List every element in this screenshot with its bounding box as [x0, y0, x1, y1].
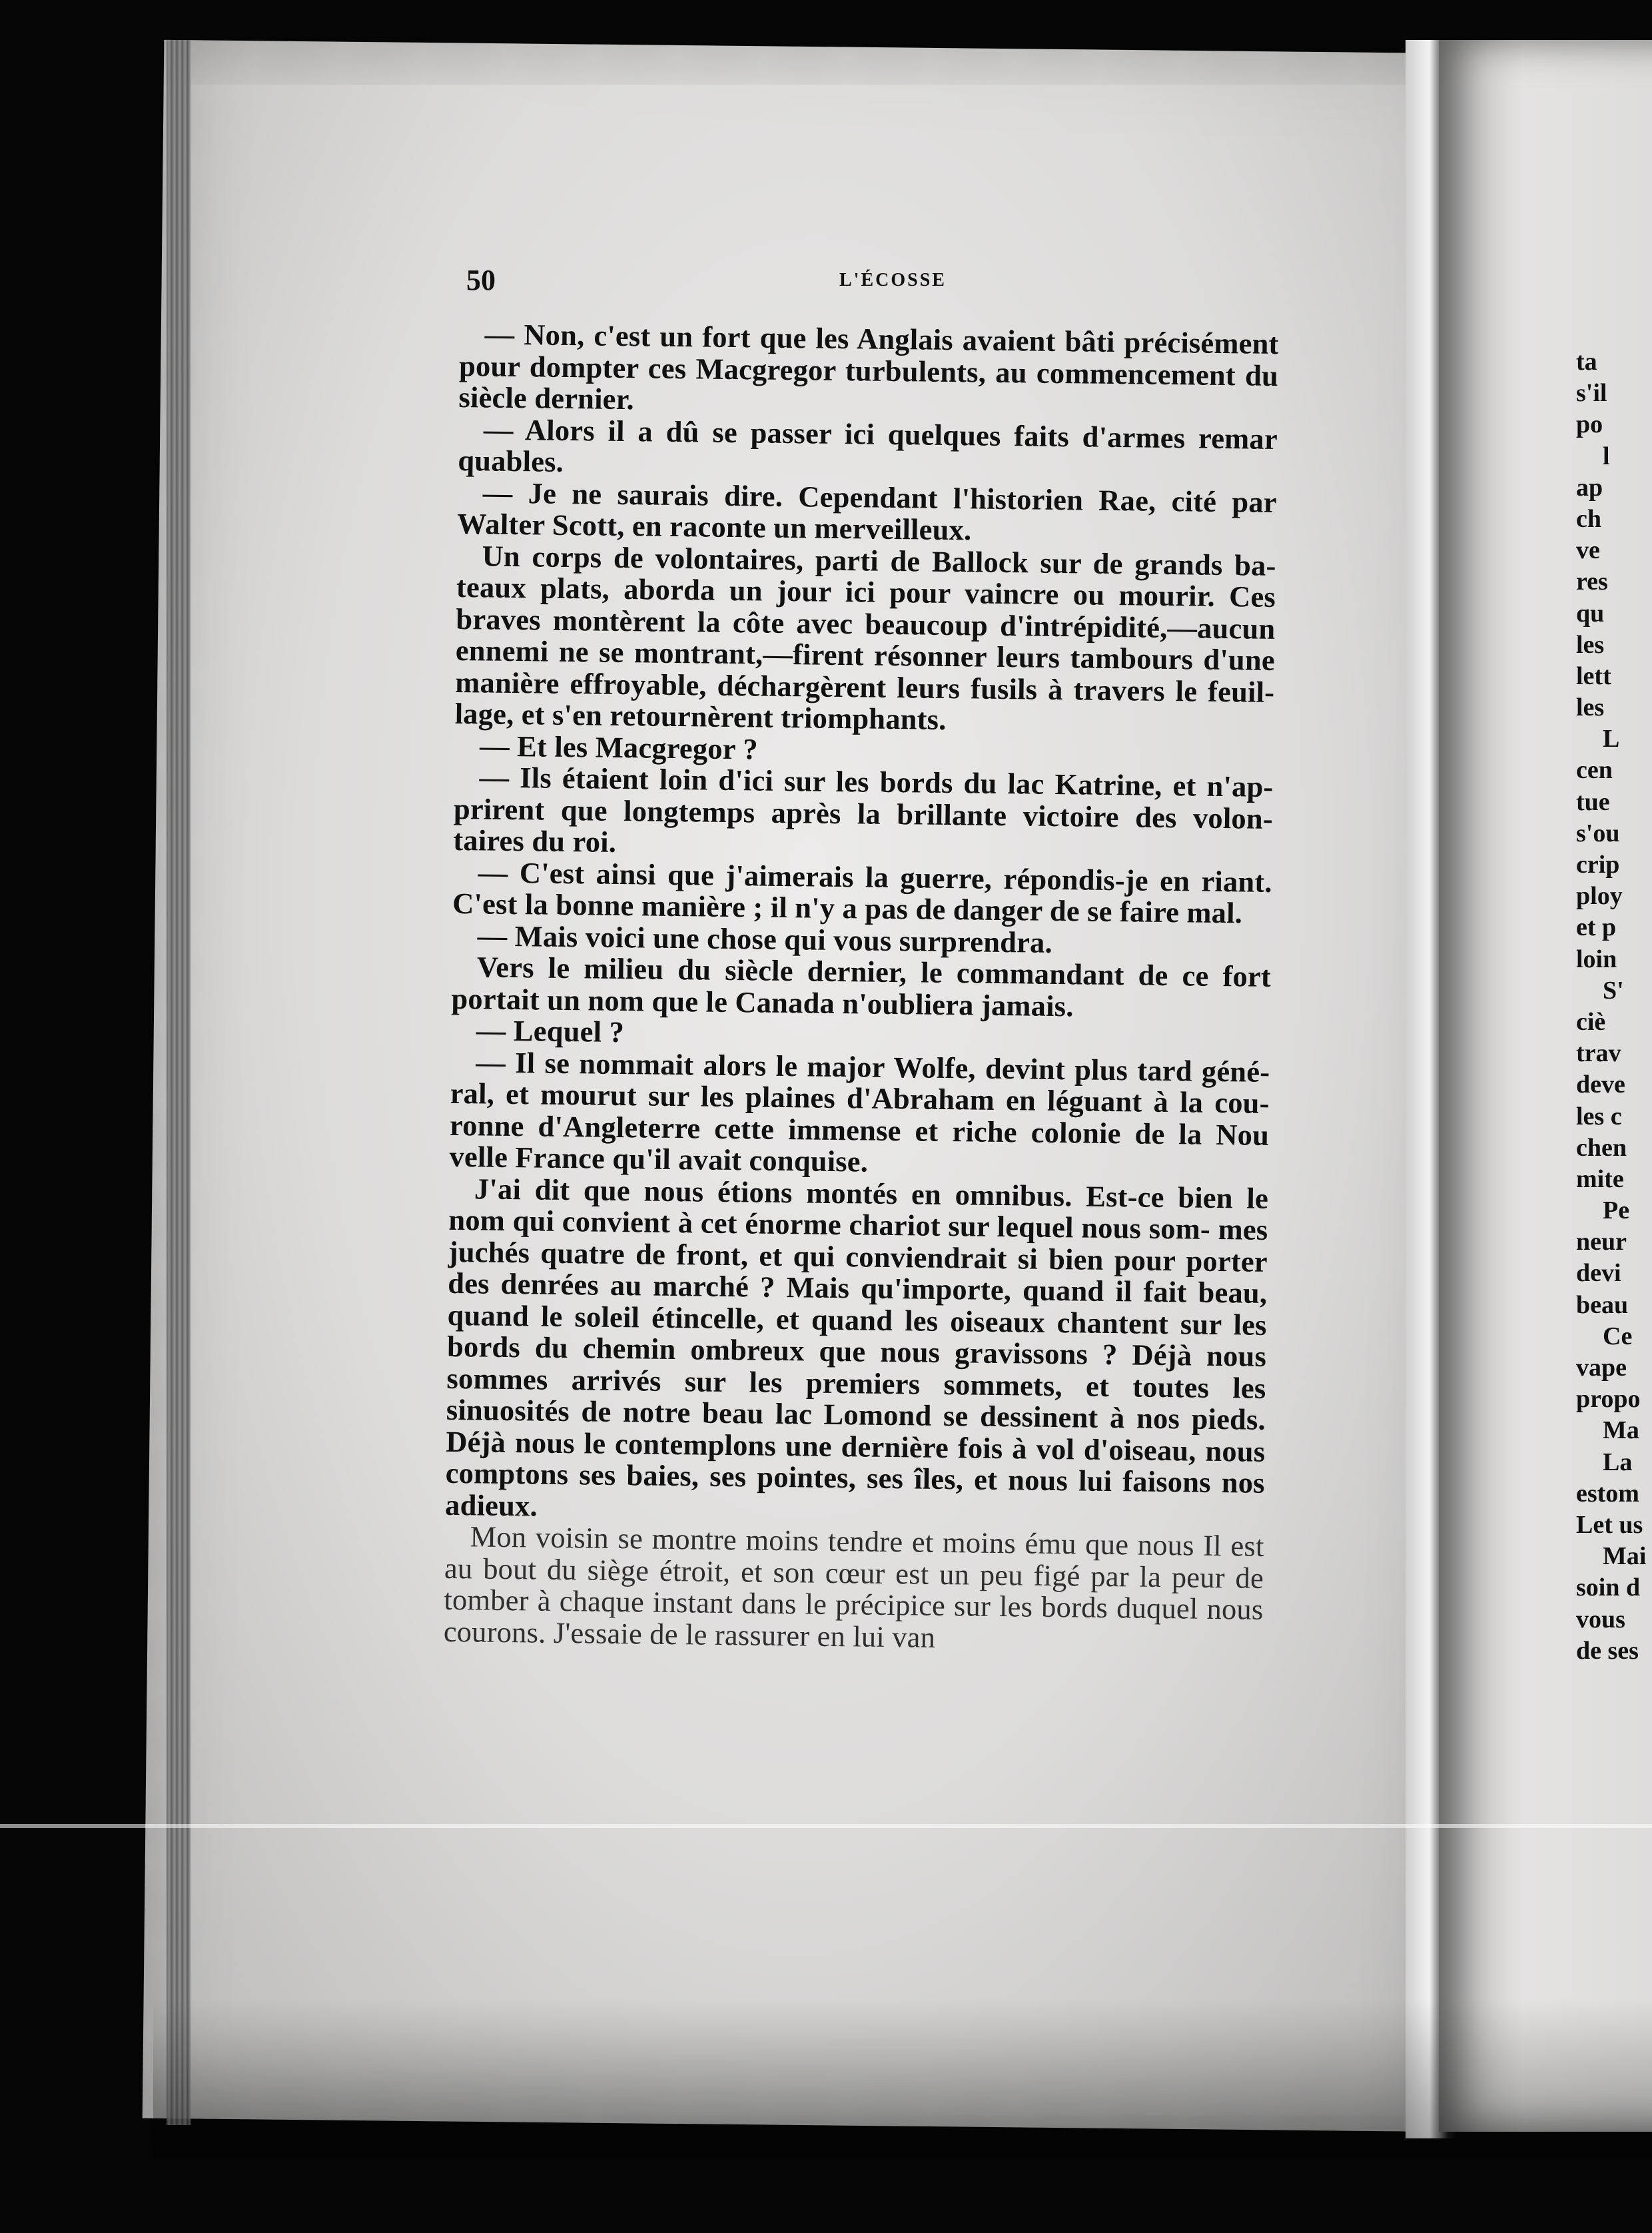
paragraph: Un corps de volontaires, parti de Ballock sur de grands ba- teaux plats, aborda un jour ici pour vaincre ou mourir. Ces braves montèrent la côte avec beaucoup d'intrépidité,—aucun ennemi ne se montrant,—firent résonner leurs tambours d'une manière effroyable, déchargèrent leurs fusils à travers le feuil- lage, et s'en retournèrent triomphants. — [454, 538, 1276, 736]
fragment-line: beau — [1576, 1290, 1629, 1319]
paragraph: — Je ne saurais dire. Cependant l'historien Rae, cité par Walter Scott, en raconte un merveilleux. — [456, 475, 1278, 547]
running-title: L'ÉCOSSE — [839, 270, 947, 290]
paragraph: — C'est ainsi que j'aimerais la guerre, répondis-je en riant. C'est la bonne manière ; il n'y a pas de danger de se faire mal. — [452, 855, 1273, 930]
fragment-line: l — [1603, 442, 1610, 470]
fragment-line: L — [1603, 725, 1620, 753]
fragment-line: po — [1576, 410, 1603, 439]
fragment-line: soin d — [1576, 1573, 1641, 1602]
fragment-line: de ses — [1576, 1636, 1639, 1665]
page-header — [466, 263, 1332, 303]
fragment-line: ve — [1576, 536, 1600, 565]
paragraph: — Alors il a dû se passer ici quelques faits d'armes remar quables. — [458, 412, 1278, 478]
fragment-line: La — [1603, 1448, 1633, 1476]
page-edge-strip — [167, 40, 191, 2125]
fragment-line: Mai — [1603, 1542, 1647, 1571]
paragraph: — Mais voici une chose qui vous surprendra. — [477, 918, 1053, 959]
fragment-line: devi — [1576, 1259, 1621, 1288]
fragment-line: S' — [1603, 976, 1624, 1005]
fragment-line: Ma — [1603, 1416, 1639, 1445]
paragraph: Vers le milieu du siècle dernier, le commandant de ce fort portait un nom que le Canada n'oubliera jamais. — [451, 950, 1272, 1023]
fragment-line: ap — [1576, 473, 1603, 502]
paragraph: — Il se nommait alors le major Wolfe, devint plus tard géné- ral, et mourut sur les plaines d'Abraham en léguant à la cou- ronne d'Angleterre cette immense et riche colonie de la Nou velle France qu'il avait conquise. — [449, 1045, 1270, 1178]
fragment-line: qu — [1576, 599, 1605, 628]
fragment-line: tue — [1576, 787, 1610, 816]
fragment-line: estom — [1576, 1479, 1639, 1508]
page-bottom-shadow — [153, 1999, 1652, 2158]
fragment-line: Let us — [1576, 1510, 1643, 1539]
fragment-line: vape — [1576, 1354, 1627, 1382]
fragment-line: ch — [1576, 504, 1601, 533]
scan-artifact-line — [0, 1824, 1652, 1828]
page-number: 50 — [466, 264, 496, 296]
paragraph: J'ai dit que nous étions montés en omnibus. Est-ce bien le nom qui convient à cet énorme chariot sur lequel nous som- mes juchés quatre de front, et qui conviendrait si bien pour porter des denrées au marché ? Mais qu'importe, quand il fait beau, quand le soleil étincelle, et quand les oiseaux chantent sur les bords du chemin ombreux que nous gravissons ? Déjà nous sommes arrivés sur les premiers sommets, et toutes les sinuosités de notre beau lac Lomond se dessinent à nos pieds. Déjà nous le contemplons une dernière fois à vol d'oiseau, nous comptons ses baies, ses pointes, ses îles, et nous lui faisons nos adieux. — [444, 1171, 1269, 1523]
fragment-line: trav — [1576, 1039, 1621, 1068]
fragment-line: mite — [1576, 1164, 1624, 1193]
fragment-line: vous — [1576, 1605, 1625, 1633]
fragment-line: crip — [1576, 851, 1620, 879]
paragraph: — Et les Macgregor ? — [479, 728, 759, 766]
paragraph: — Ils étaient loin d'ici sur les bords du lac Katrine, et n'ap- prirent que longtemps après la brillante victoire des volon- taires du roi. — [453, 760, 1274, 859]
fragment-line: propo — [1576, 1385, 1641, 1414]
fragment-line: loin — [1576, 945, 1617, 973]
fragment-line: lett — [1576, 662, 1611, 690]
fragment-line: ploy — [1576, 882, 1623, 911]
fragment-line: les c — [1576, 1102, 1622, 1130]
fragment-line: cen — [1576, 756, 1613, 785]
paragraph: Mon voisin se montre moins tendre et moins ému que nous Il est au bout du siège étroit, et son cœur est un peu figé par la peur de tomber à chaque instant dans le précipice sur les bords duquel nous courons. J'essaie de le rassurer en lui van — [443, 1520, 1264, 1654]
body-text — [444, 318, 1279, 1657]
fragment-line: Pe — [1603, 1196, 1630, 1225]
fragment-line: chen — [1576, 1133, 1627, 1162]
paragraph: — Lequel ? — [476, 1013, 625, 1049]
fragment-line: s'ou — [1576, 819, 1620, 847]
fragment-line: deve — [1576, 1071, 1625, 1099]
fragment-line: neur — [1576, 1228, 1627, 1256]
fragment-line: s'il — [1576, 379, 1607, 408]
fragment-line: ciè — [1576, 1007, 1606, 1036]
paragraph: — Non, c'est un fort que les Anglais avaient bâti précisément pour dompter ces Macgregor turbulents, au commencement du siècle dernier. — [458, 317, 1279, 416]
fragment-line: les — [1576, 630, 1605, 659]
fragment-line: les — [1576, 693, 1605, 722]
fragment-line: res — [1576, 568, 1608, 596]
fragment-line: et p — [1576, 913, 1617, 942]
fragment-line: Ce — [1603, 1322, 1633, 1350]
right-page-text-fragments — [1576, 346, 1652, 1667]
fragment-line: ta — [1576, 348, 1597, 376]
